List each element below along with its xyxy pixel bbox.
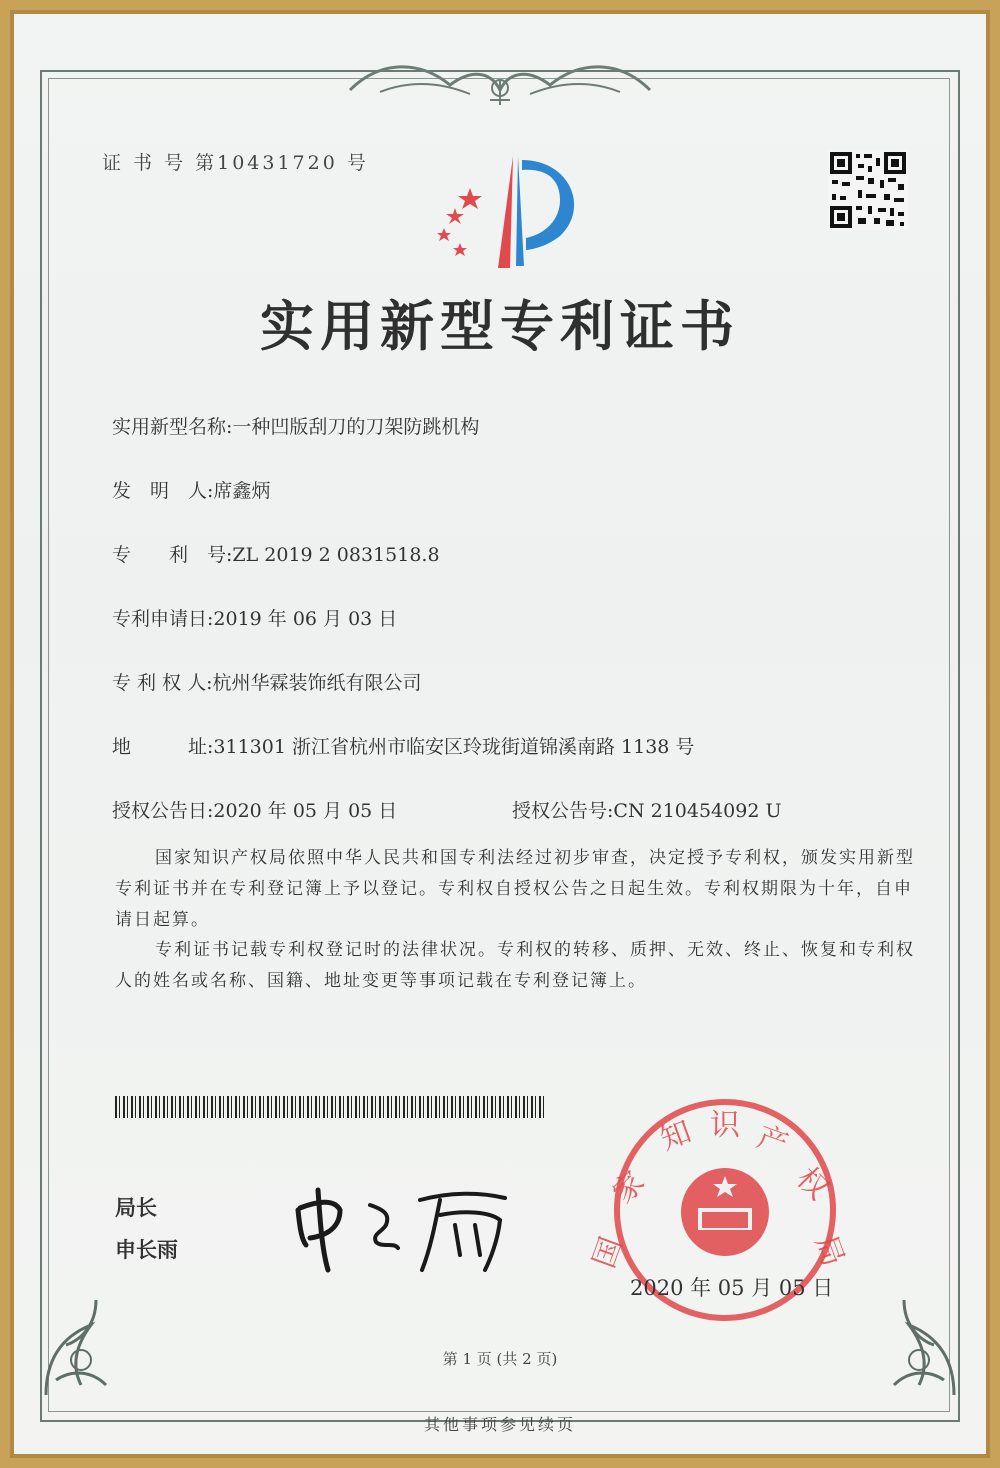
field-label: 专 利 权 人:	[112, 672, 213, 694]
svg-text:产: 产	[752, 1119, 793, 1163]
field-label: 专 利 号:	[112, 544, 233, 566]
bottom-right-ornament	[874, 1285, 964, 1400]
field-row-inventor	[112, 476, 270, 503]
svg-text:识: 识	[710, 1108, 740, 1143]
field-row-address	[112, 732, 694, 759]
field-label: 发 明 人:	[112, 480, 214, 502]
certificate-number: 证 书 号 第10431720 号	[102, 152, 369, 174]
field-value: CN 210454092 U	[613, 800, 782, 822]
bottom-left-ornament	[36, 1285, 126, 1400]
field-value: 2019 年 06 月 03 日	[213, 608, 398, 630]
footer-note: 其他事项参见续页	[423, 1415, 576, 1434]
field-row-name	[112, 412, 479, 439]
field-label: 地 址:	[112, 736, 214, 758]
svg-text:国: 国	[586, 1232, 630, 1273]
top-ornament	[340, 50, 660, 110]
field-row-grant-date	[112, 796, 397, 823]
field-value: 一种凹版刮刀的刀架防跳机构	[232, 416, 480, 438]
field-value: ZL 2019 2 0831518.8	[232, 544, 440, 566]
certificate-title: 实用新型专利证书	[260, 295, 740, 358]
seal-date: 2020 年 05 月 05 日	[630, 1276, 834, 1300]
page-number: 第 1 页 (共 2 页)	[442, 1350, 558, 1368]
field-value: 2020 年 05 月 05 日	[213, 800, 398, 822]
barcode	[115, 1096, 545, 1118]
director-title: 局长	[115, 1196, 157, 1220]
director-signature	[290, 1170, 520, 1280]
director-name: 申长雨	[115, 1238, 178, 1262]
svg-text:权: 权	[789, 1160, 836, 1207]
field-label: 授权公告日:	[112, 800, 214, 822]
svg-text:家: 家	[605, 1164, 652, 1211]
field-label: 授权公告号:	[512, 800, 614, 822]
field-row-announcement-number	[512, 796, 781, 823]
field-label: 专利申请日:	[112, 608, 214, 630]
body-paragraph-legal-status: 专利证书记载专利权登记时的法律状况。专利权的转移、质押、无效、终止、恢复和专利权人的姓名或名称、国籍、地址变更等事项记载在专利登记簿上。	[115, 940, 915, 991]
field-row-application-date	[112, 604, 397, 631]
field-value: 311301 浙江省杭州市临安区玲珑街道锦溪南路 1138 号	[213, 736, 695, 758]
field-value: 席鑫炳	[213, 480, 271, 502]
svg-text:局: 局	[807, 1230, 851, 1271]
patent-office-logo	[420, 148, 585, 273]
field-value: 杭州华霖装饰纸有限公司	[212, 672, 422, 694]
svg-text:知: 知	[655, 1114, 696, 1158]
qr-code	[828, 150, 908, 230]
field-row-patentee	[112, 668, 422, 695]
field-row-patent-number	[112, 540, 440, 567]
body-paragraph-grant: 国家知识产权局依照中华人民共和国专利法经过初步审查，决定授予专利权，颁发实用新型专利证书并在专利登记簿上予以登记。专利权自授权公告之日起生效。专利权期限为十年，自申请日起算。	[115, 848, 915, 930]
field-label: 实用新型名称:	[112, 416, 233, 438]
